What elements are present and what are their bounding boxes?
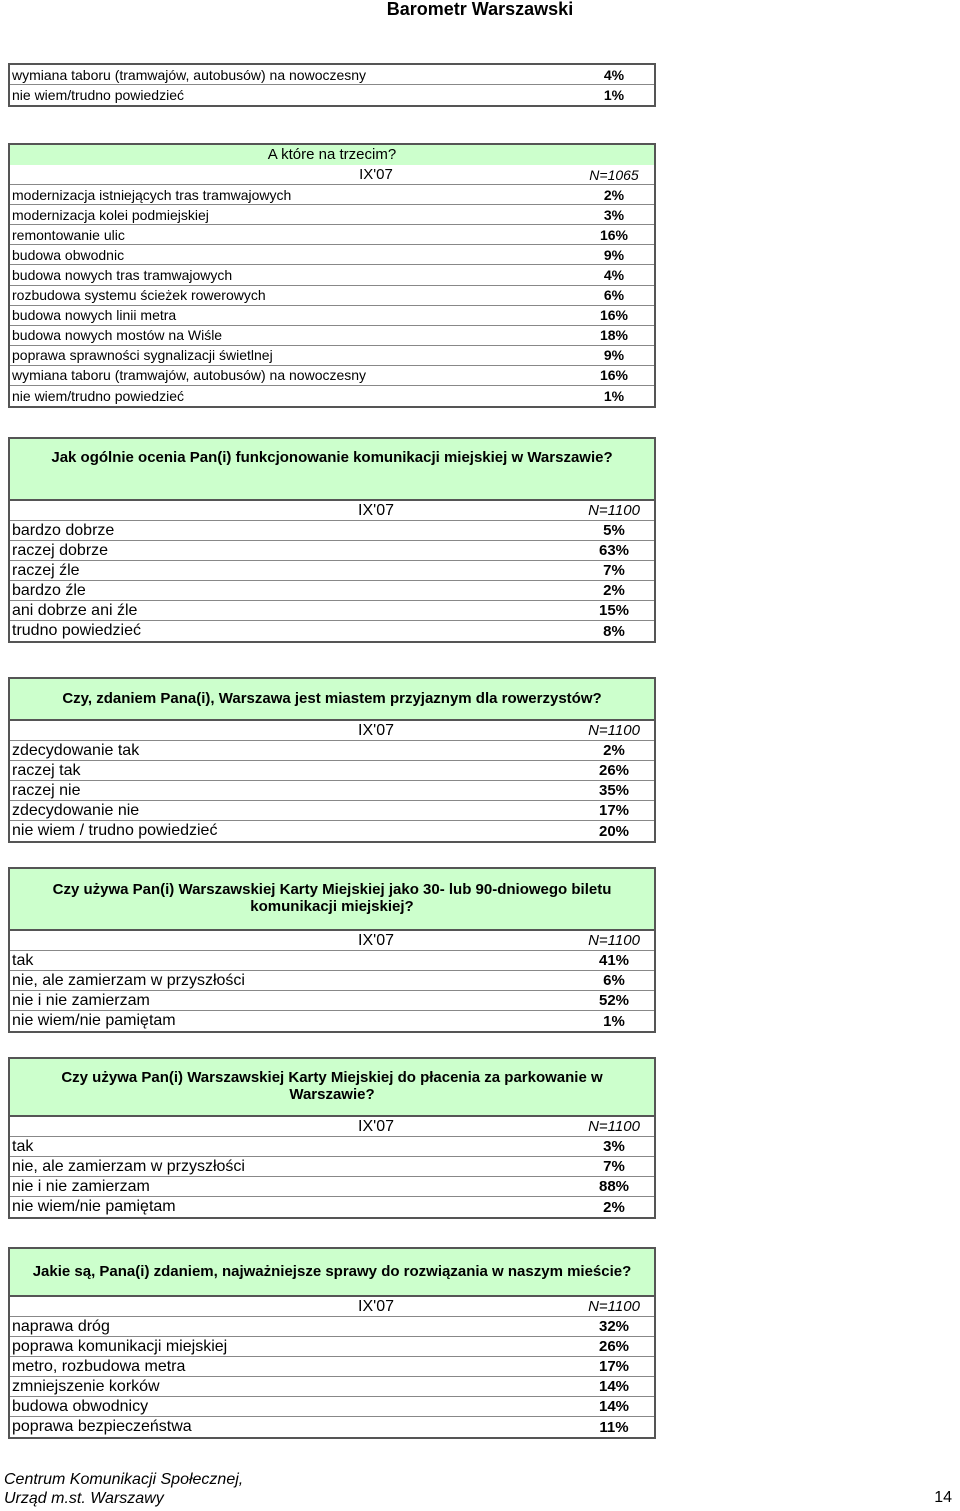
row-value: 2%: [603, 742, 625, 759]
footer-line-1: Centrum Komunikacji Społecznej,: [4, 1471, 244, 1488]
row-label: nie i nie zamierzam: [12, 1177, 150, 1195]
table-header-row: [10, 165, 654, 185]
row-value: 35%: [598, 782, 630, 799]
sample-size: N=1100: [588, 932, 640, 949]
row-value: 52%: [598, 992, 630, 1009]
row-value: 16%: [599, 367, 629, 384]
row-label: trudno powiedzieć: [12, 622, 141, 639]
table-row: [10, 761, 654, 781]
continuation-table: [8, 63, 656, 107]
period-label: IX'07: [358, 721, 394, 739]
city-card-parking-table: [8, 1057, 656, 1219]
row-label: tak: [12, 951, 34, 969]
table-row: [10, 741, 654, 761]
table-row: [10, 1397, 654, 1417]
table-header-row: [10, 501, 654, 521]
sample-size: N=1100: [588, 1118, 640, 1135]
row-label: nie wiem / trudno powiedzieć: [12, 822, 218, 839]
row-value: 26%: [598, 762, 630, 779]
row-value: 16%: [599, 307, 629, 324]
table-row: [10, 326, 654, 346]
period-label: IX'07: [358, 931, 394, 949]
row-label: tak: [12, 1137, 34, 1155]
row-label: raczej dobrze: [12, 541, 109, 559]
row-label: modernizacja kolei podmiejskiej: [12, 206, 209, 223]
row-label: remontowanie ulic: [12, 226, 125, 243]
table-row: [10, 225, 654, 245]
row-label: rozbudowa systemu ścieżek rowerowych: [12, 287, 266, 304]
table-row: [10, 1197, 654, 1217]
bike-friendly-table: [8, 677, 656, 843]
sample-size: N=1100: [588, 722, 640, 739]
table-row: [10, 1317, 654, 1337]
footer-line-2: Urząd m.st. Warszawy: [4, 1490, 164, 1507]
table-row: [10, 991, 654, 1011]
table-row: [10, 971, 654, 991]
row-value: 7%: [603, 1158, 625, 1175]
row-value: 4%: [603, 66, 625, 83]
period-label: IX'07: [359, 166, 393, 184]
table-row: [10, 245, 654, 265]
row-label: naprawa dróg: [12, 1317, 110, 1335]
row-label: budowa nowych mostów na Wiśle: [12, 327, 223, 344]
period-label: IX'07: [358, 1297, 394, 1315]
table-row: [10, 205, 654, 225]
table-row: [10, 366, 654, 386]
table-header-row: [10, 931, 654, 951]
row-label: wymiana taboru (tramwajów, autobusów) na nowoczesny: [12, 367, 367, 384]
row-value: 17%: [598, 1358, 630, 1375]
row-value: 11%: [599, 1418, 629, 1436]
row-value: 14%: [598, 1398, 630, 1415]
row-label: wymiana taboru (tramwajów, autobusów) na nowoczesny: [12, 66, 367, 83]
row-label: ani dobrze ani źle: [12, 601, 138, 619]
sample-size: N=1100: [588, 1298, 640, 1315]
table-row: [10, 801, 654, 821]
row-label: poprawa bezpieczeństwa: [12, 1418, 192, 1435]
row-label: budowa nowych linii metra: [12, 307, 177, 324]
sample-size: N=1065: [589, 166, 639, 183]
document-header-title: Barometr Warszawski: [386, 0, 574, 19]
row-label: bardzo źle: [12, 581, 86, 599]
row-value: 9%: [603, 246, 625, 263]
row-label: budowa obwodnic: [12, 246, 125, 263]
row-label: raczej tak: [12, 761, 81, 779]
period-label: IX'07: [358, 501, 394, 519]
table-row: [10, 386, 654, 406]
row-label: poprawa sprawności sygnalizacji świetlnej: [12, 347, 273, 364]
row-value: 2%: [603, 582, 625, 599]
row-value: 1%: [603, 388, 625, 405]
table-row: [10, 346, 654, 366]
row-value: 16%: [599, 226, 629, 243]
row-value: 3%: [603, 206, 625, 223]
row-value: 2%: [603, 186, 625, 203]
row-label: modernizacja istniejących tras tramwajowych: [12, 186, 292, 203]
row-value: 1%: [603, 1012, 625, 1030]
row-label: nie wiem/nie pamiętam: [12, 1012, 176, 1029]
row-value: 7%: [603, 562, 625, 579]
footer-organization: [4, 1470, 243, 1508]
table-row: [10, 1157, 654, 1177]
table-row: [10, 521, 654, 541]
table-row: [10, 1137, 654, 1157]
row-label: metro, rozbudowa metra: [12, 1357, 186, 1375]
row-label: budowa nowych tras tramwajowych: [12, 267, 233, 284]
question-title: Jak ogólnie ocenia Pan(i) funkcjonowanie komunikacji miejskiej w Warszawie?: [10, 439, 654, 501]
third-choice-table: [8, 143, 656, 408]
table-row: [10, 1357, 654, 1377]
sample-size: N=1100: [588, 502, 640, 519]
row-value: 88%: [598, 1178, 630, 1195]
table-row: [10, 601, 654, 621]
row-value: 1%: [603, 87, 625, 104]
row-label: raczej nie: [12, 781, 81, 799]
row-label: nie i nie zamierzam: [12, 991, 150, 1009]
table-header-row: [10, 1117, 654, 1137]
row-label: nie wiem/trudno powiedzieć: [12, 388, 184, 405]
table-row: [10, 1377, 654, 1397]
table-row: [10, 951, 654, 971]
table-row: [10, 1011, 654, 1031]
public-transport-rating-table: [8, 437, 656, 643]
row-value: 5%: [603, 522, 625, 539]
row-value: 15%: [598, 602, 630, 619]
row-label: budowa obwodnicy: [12, 1397, 149, 1415]
question-title: Czy używa Pan(i) Warszawskiej Karty Miejskiej jako 30- lub 90-dniowego biletu komunikacji miejskiej?: [10, 869, 654, 931]
table-header-row: [10, 1297, 654, 1317]
city-issues-table: [8, 1247, 656, 1439]
row-value: 8%: [603, 622, 625, 640]
row-label: nie wiem/trudno powiedzieć: [12, 87, 184, 104]
page-number: 14: [934, 1489, 952, 1506]
row-value: 9%: [603, 347, 625, 364]
row-value: 6%: [603, 287, 625, 304]
row-value: 14%: [598, 1378, 630, 1395]
row-value: 4%: [603, 267, 625, 284]
row-value: 32%: [598, 1318, 630, 1335]
table-row: [10, 286, 654, 306]
row-label: poprawa komunikacji miejskiej: [12, 1337, 228, 1355]
question-title: Jakie są, Pana(i) zdaniem, najważniejsze sprawy do rozwiązania w naszym mieście?: [10, 1249, 654, 1297]
table-row: [10, 85, 654, 105]
row-label: nie, ale zamierzam w przyszłości: [12, 971, 245, 989]
row-label: nie wiem/nie pamiętam: [12, 1198, 176, 1215]
row-value: 2%: [603, 1198, 625, 1216]
table-row: [10, 1177, 654, 1197]
row-value: 6%: [603, 972, 625, 989]
table-row: [10, 265, 654, 285]
row-label: nie, ale zamierzam w przyszłości: [12, 1157, 245, 1175]
table-row: [10, 306, 654, 326]
row-label: raczej źle: [12, 561, 80, 579]
table-row: [10, 65, 654, 85]
row-value: 63%: [598, 542, 630, 559]
table-header-row: [10, 721, 654, 741]
period-label: IX'07: [358, 1117, 394, 1135]
question-title: A które na trzecim?: [10, 145, 654, 165]
table-row: [10, 581, 654, 601]
table-row: [10, 1417, 654, 1437]
question-title: Czy używa Pan(i) Warszawskiej Karty Miejskiej do płacenia za parkowanie w Warszawie?: [10, 1059, 654, 1117]
table-row: [10, 561, 654, 581]
table-row: [10, 781, 654, 801]
table-row: [10, 541, 654, 561]
table-row: [10, 621, 654, 641]
city-card-ticket-table: [8, 867, 656, 1033]
row-label: zmniejszenie korków: [12, 1377, 160, 1395]
table-row: [10, 1337, 654, 1357]
row-value: 26%: [598, 1338, 630, 1355]
table-row: [10, 185, 654, 205]
row-value: 20%: [598, 822, 630, 840]
row-label: zdecydowanie tak: [12, 741, 140, 759]
row-value: 41%: [598, 952, 630, 969]
row-value: 17%: [598, 802, 630, 819]
row-label: zdecydowanie nie: [12, 801, 140, 819]
question-title: Czy, zdaniem Pana(i), Warszawa jest miastem przyjaznym dla rowerzystów?: [10, 679, 654, 721]
row-value: 3%: [603, 1138, 625, 1155]
table-row: [10, 821, 654, 841]
row-label: bardzo dobrze: [12, 521, 115, 539]
row-value: 18%: [599, 327, 629, 344]
